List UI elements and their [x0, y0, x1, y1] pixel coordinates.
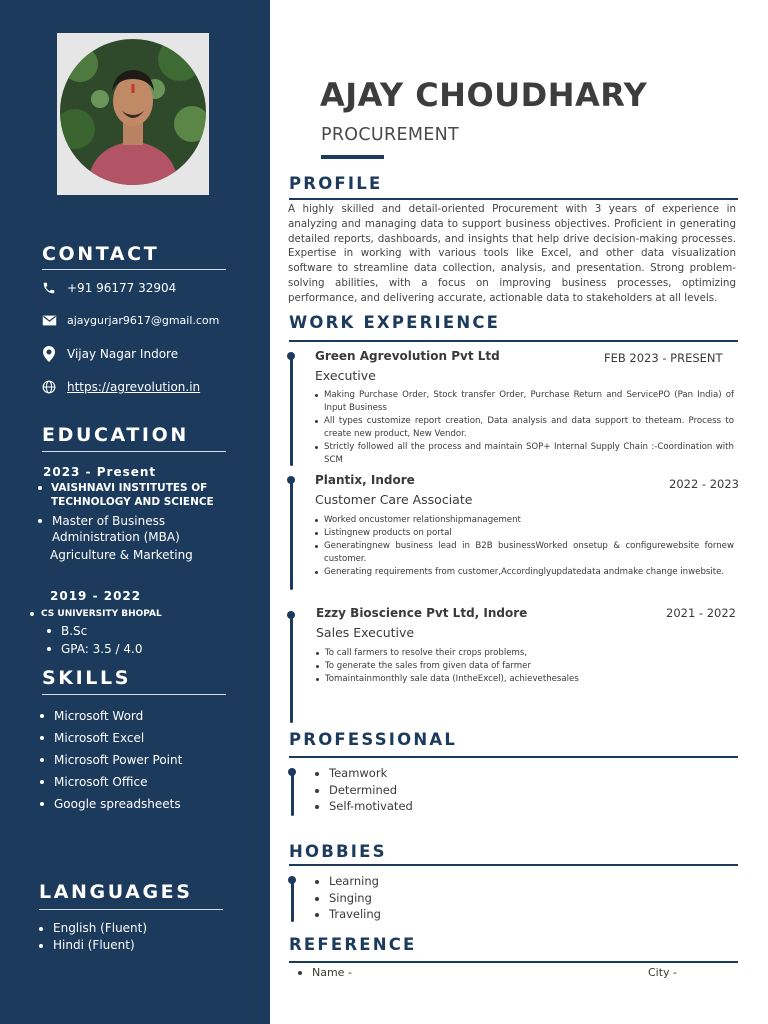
hobbies-list — [313, 873, 381, 923]
timeline-line — [290, 480, 293, 590]
website-link[interactable]: https://agrevolution.in — [67, 380, 201, 394]
institution-name-line2: TECHNOLOGY AND SCIENCE — [51, 496, 214, 508]
job-duties — [314, 514, 734, 579]
gpa-item — [47, 640, 142, 658]
list-item: Strictly followed all the process and maintain SOP+ Internal Supply Chain :-Coordination with SCM — [314, 441, 734, 467]
list-item: Teamwork — [313, 765, 413, 782]
hobbies-heading: HOBBIES — [289, 842, 387, 861]
education-degree-1 — [38, 512, 165, 530]
globe-icon — [40, 379, 58, 395]
list-item: Generatingnew business lead in B2B businessWorked onsetup & configurewebsite fornew customer. — [314, 540, 734, 566]
job-date: FEB 2023 - PRESENT — [604, 351, 723, 365]
institution-line — [38, 480, 207, 496]
profile-divider — [289, 198, 738, 200]
list-item: To call farmers to resolve their crops problems, — [315, 647, 735, 660]
education-institution-1 — [38, 480, 207, 496]
list-item: Microsoft Office — [40, 771, 182, 793]
degree-line — [38, 512, 165, 530]
languages-divider — [39, 909, 223, 910]
list-item: Determined — [313, 782, 413, 799]
list-item: Making Purchase Order, Stock transfer Order, Purchase Return and ServicePO (Pan India) of Input Business — [314, 389, 734, 415]
location-icon — [40, 346, 58, 362]
degree-line1: Master of Business — [52, 514, 166, 528]
job-title: Sales Executive — [316, 625, 415, 640]
list-item: Singing — [313, 890, 381, 907]
skills-list — [40, 705, 182, 815]
profile-summary: A highly skilled and detail-oriented Procurement with 3 years of experience in analyzing and managing data to support business objectives. Proficient in generating detailed reports, dashboards, and insights that help drive decision-making processes. Expertise in working with various tools like Excel, and other data visualization software to streamline data collection, analysis, and presentation. Strong problem-solving abilities, with a focus on improving business processes, optimizing performance, and delivering accurate, actionable data to stakeholders at all levels. — [288, 203, 736, 304]
contact-address — [40, 346, 178, 362]
languages-heading: LANGUAGES — [39, 881, 193, 903]
email-icon — [40, 312, 58, 328]
list-item: Listingnew products on portal — [314, 527, 734, 540]
list-item: To generate the sales from given data of farmer — [315, 660, 735, 673]
skills-heading: SKILLS — [42, 667, 131, 689]
profile-photo-frame — [57, 33, 209, 195]
institution-name-line1: VAISHNAVI INSTITUTES OF — [51, 482, 208, 494]
list-item: All types customize report creation, Data analysis and data support to theteam. Process to create new product, New Vendor. — [314, 415, 734, 441]
job-duties — [314, 389, 734, 467]
list-item: English (Fluent) — [39, 920, 147, 937]
timeline-line — [290, 356, 293, 466]
list-item: Microsoft Power Point — [40, 749, 182, 771]
contact-website — [40, 379, 200, 395]
role-underline — [321, 155, 384, 159]
full-name: AJAY CHOUDHARY — [320, 76, 648, 114]
skills-divider — [42, 694, 226, 695]
contact-heading: CONTACT — [42, 243, 160, 265]
institution-line — [30, 608, 162, 620]
list-item: Generating requirements from customer,Accordinglyupdatedata andmake change inwebsite. — [314, 566, 734, 579]
job-date: 2021 - 2022 — [666, 606, 736, 620]
list-item: Tomaintainmonthly sale data (IntheExcel), achievethesales — [315, 673, 735, 686]
reference-heading: REFERENCE — [289, 935, 417, 954]
job-duties — [315, 647, 735, 686]
list-item: Hindi (Fluent) — [39, 937, 147, 954]
work-experience-heading: WORK EXPERIENCE — [289, 313, 501, 332]
job-title: Executive — [315, 368, 376, 383]
phone-number: +91 96177 32904 — [67, 281, 177, 295]
list-item: Traveling — [313, 906, 381, 923]
phone-icon — [40, 280, 58, 296]
timeline-line — [291, 772, 294, 816]
sidebar — [0, 0, 270, 1024]
profile-photo — [60, 39, 206, 185]
job-company: Green Agrevolution Pvt Ltd — [315, 349, 500, 363]
list-item: Microsoft Excel — [40, 727, 182, 749]
education-divider — [42, 451, 226, 452]
work-experience-divider — [289, 340, 738, 342]
contact-email — [40, 312, 219, 328]
reference-divider — [289, 961, 738, 963]
education-heading: EDUCATION — [42, 424, 189, 446]
contact-divider — [42, 269, 226, 270]
profile-heading: PROFILE — [289, 174, 383, 193]
job-role: PROCUREMENT — [321, 125, 459, 145]
education-institution-2 — [30, 608, 162, 620]
timeline-line — [290, 615, 293, 723]
list-item: Learning — [313, 873, 381, 890]
list-item: Google spreadsheets — [40, 793, 182, 815]
professional-heading: PROFESSIONAL — [289, 730, 458, 749]
professional-list — [313, 765, 413, 815]
education-years-2: 2019 - 2022 — [50, 589, 142, 603]
gpa: GPA: 3.5 / 4.0 — [61, 642, 143, 656]
education-years-1: 2023 - Present — [43, 465, 157, 479]
email-address[interactable]: ajaygurjar9617@gmail.com — [67, 313, 220, 327]
contact-phone — [40, 280, 176, 296]
job-title: Customer Care Associate — [315, 492, 473, 507]
job-company: Ezzy Bioscience Pvt Ltd, Indore — [316, 606, 528, 620]
degree-item — [47, 622, 142, 640]
job-company: Plantix, Indore — [315, 473, 415, 487]
institution-name-2: CS UNIVERSITY BHOPAL — [41, 609, 162, 619]
list-item: Self-motivated — [313, 798, 413, 815]
address: Vijay Nagar Indore — [67, 347, 179, 361]
reference-bullet — [298, 971, 302, 975]
languages-list — [39, 920, 147, 954]
professional-divider — [289, 756, 738, 758]
reference-name-label: Name - — [312, 966, 352, 979]
degree-line3: Agriculture & Marketing — [50, 548, 193, 562]
list-item: Worked oncustomer relationshipmanagement — [314, 514, 734, 527]
degree-line2: Administration (MBA) — [52, 530, 180, 544]
hobbies-divider — [289, 864, 738, 866]
list-item: Microsoft Word — [40, 705, 182, 727]
reference-city-label: City - — [648, 966, 678, 979]
job-date: 2022 - 2023 — [669, 477, 739, 491]
timeline-line — [291, 880, 294, 922]
degree-2: B.Sc — [61, 624, 88, 638]
education-details-2 — [47, 622, 142, 658]
